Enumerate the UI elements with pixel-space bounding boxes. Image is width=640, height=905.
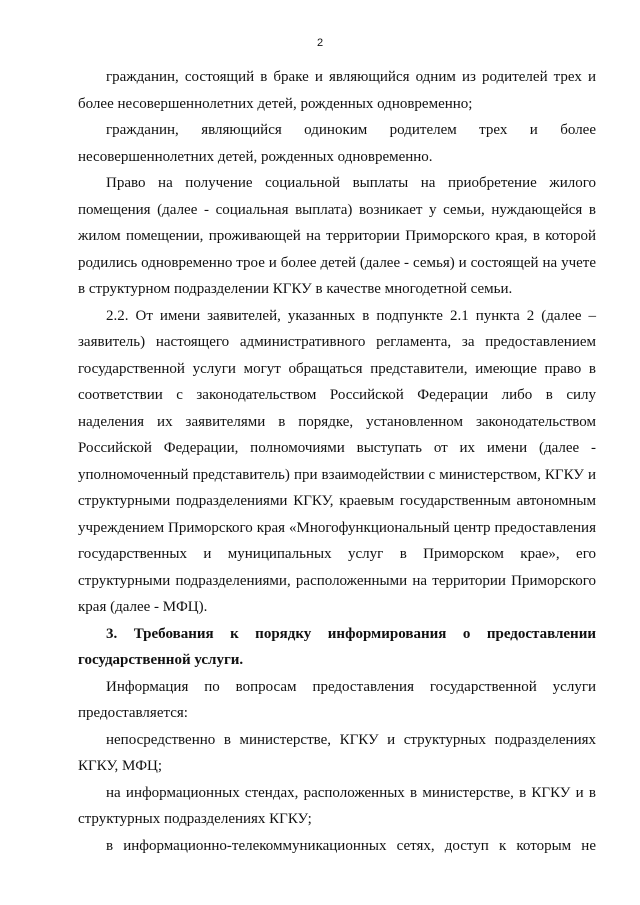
paragraph-directly-in-ministry: непосредственно в министерстве, КГКУ и структурных подразделениях КГКУ, МФЦ;	[78, 731, 596, 774]
paragraph-citizen-single-parent	[78, 117, 596, 170]
paragraph-line: гражданин, являющийся одиноким родителем трех и более	[106, 122, 596, 138]
paragraph-telecom-networks: в информационно-телекоммуникационных сетях, доступ к которым не	[106, 837, 596, 854]
document-body	[78, 64, 596, 859]
page-number: 2	[316, 37, 324, 49]
paragraph-right-to-payment: Право на получение социальной выплаты на приобретение жилого помещения (далее - социальная выплата) возникает у семьи, нуждающейся в жилом помещении, проживающей на территории Приморского края, в которой родились одновременно трое и более детей (далее - семья) и состоящей на учете в структурном подразделении КГКУ в качестве многодетной семьи.	[78, 175, 596, 297]
paragraph-information-provided: Информация по вопросам предоставления государственной услуги предоставляется:	[78, 678, 596, 721]
paragraph-2-2-representatives: 2.2. От имени заявителей, указанных в подпункте 2.1 пункта 2 (далее – заявитель) настоящего административного регламента, за предоставлением государственной услуги могут обращаться представители, имеющие право в соответствии с законодательством Российской Федерации либо в силу наделения их заявителями в порядке, установленном законодательством Российской Федерации, полномочиями выступать от их имени (далее - уполномоченный представитель) при взаимодействии с министерством, КГКУ и структурными подразделениями КГКУ, краевым государственным автономным учреждением Приморского края «Многофункциональный центр предоставления государственных и муниципальных услуг в Приморском крае», его структурными подразделениями, расположенными на территории Приморского края (далее - МФЦ).	[78, 307, 596, 615]
section-heading-3: 3. Требования к порядку информирования о предоставлении государственной услуги.	[78, 625, 596, 668]
paragraph-line: несовершеннолетних детей, рожденных одновременно.	[78, 148, 433, 165]
paragraph-citizen-married: гражданин, состоящий в браке и являющийся одним из родителей трех и более несовершеннолетних детей, рожденных одновременно;	[78, 69, 596, 112]
paragraph-info-stands: на информационных стендах, расположенных в министерстве, в КГКУ и в структурных подразделениях КГКУ;	[78, 784, 596, 827]
